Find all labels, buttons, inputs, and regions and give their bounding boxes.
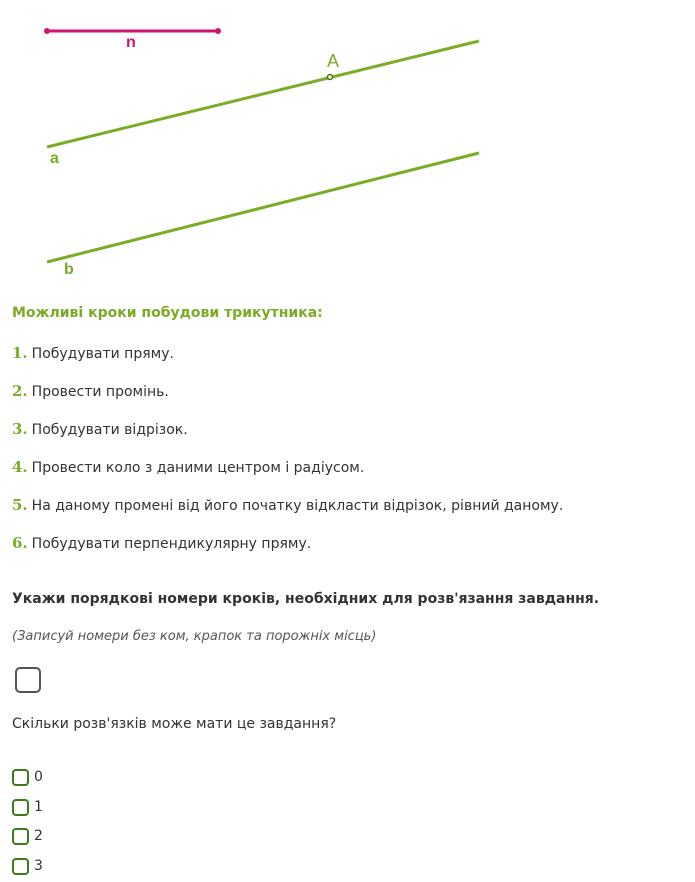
step-number: 2. xyxy=(12,382,28,400)
step-number: 4. xyxy=(12,458,28,476)
option-1[interactable] xyxy=(12,797,43,817)
checkbox[interactable] xyxy=(12,828,29,845)
line-b xyxy=(47,153,479,262)
step-item xyxy=(12,382,169,400)
line-a xyxy=(47,41,479,147)
step-number: 1. xyxy=(12,344,28,362)
checkbox[interactable] xyxy=(12,769,29,786)
option-3[interactable] xyxy=(12,856,43,876)
step-item xyxy=(12,496,563,514)
option-label: 2 xyxy=(34,828,43,844)
step-number: 6. xyxy=(12,534,28,552)
option-2[interactable] xyxy=(12,826,43,846)
step-text: На даному промені від його початку відкласти відрізок, рівний даному. xyxy=(31,498,564,514)
step-text: Побудувати пряму. xyxy=(31,346,174,362)
question-hint: (Записуй номери без ком, крапок та порожніх місць) xyxy=(12,629,377,644)
geometry-figure xyxy=(0,0,695,290)
answer-input[interactable] xyxy=(15,667,41,693)
checkbox[interactable] xyxy=(12,858,29,875)
step-text: Провести коло з даними центром і радіусом. xyxy=(31,460,365,476)
step-text: Провести промінь. xyxy=(31,384,169,400)
question-steps: Укажи порядкові номери кроків, необхідних для розв'язання завдання. xyxy=(12,591,600,607)
step-item xyxy=(12,458,364,476)
option-0[interactable] xyxy=(12,767,43,787)
step-item xyxy=(12,534,311,552)
step-item xyxy=(12,344,174,362)
segment-n-endpoint-left xyxy=(44,28,50,34)
point-a xyxy=(328,75,333,80)
step-number: 3. xyxy=(12,420,28,438)
steps-title: Можливі кроки побудови трикутника: xyxy=(12,305,323,321)
step-text: Побудувати перпендикулярну пряму. xyxy=(31,536,312,552)
option-label: 0 xyxy=(34,769,43,785)
segment-n-label: n xyxy=(126,34,136,51)
step-number: 5. xyxy=(12,496,28,514)
line-a-label: a xyxy=(50,150,59,167)
line-b-label: b xyxy=(64,261,74,278)
checkbox[interactable] xyxy=(12,799,29,816)
option-label: 3 xyxy=(34,858,43,874)
question-solutions: Скільки розв'язків може мати це завдання? xyxy=(12,716,337,732)
point-a-label: A xyxy=(327,51,340,71)
step-item xyxy=(12,420,188,438)
option-label: 1 xyxy=(34,799,43,815)
step-text: Побудувати відрізок. xyxy=(31,422,188,438)
segment-n-endpoint-right xyxy=(215,28,221,34)
